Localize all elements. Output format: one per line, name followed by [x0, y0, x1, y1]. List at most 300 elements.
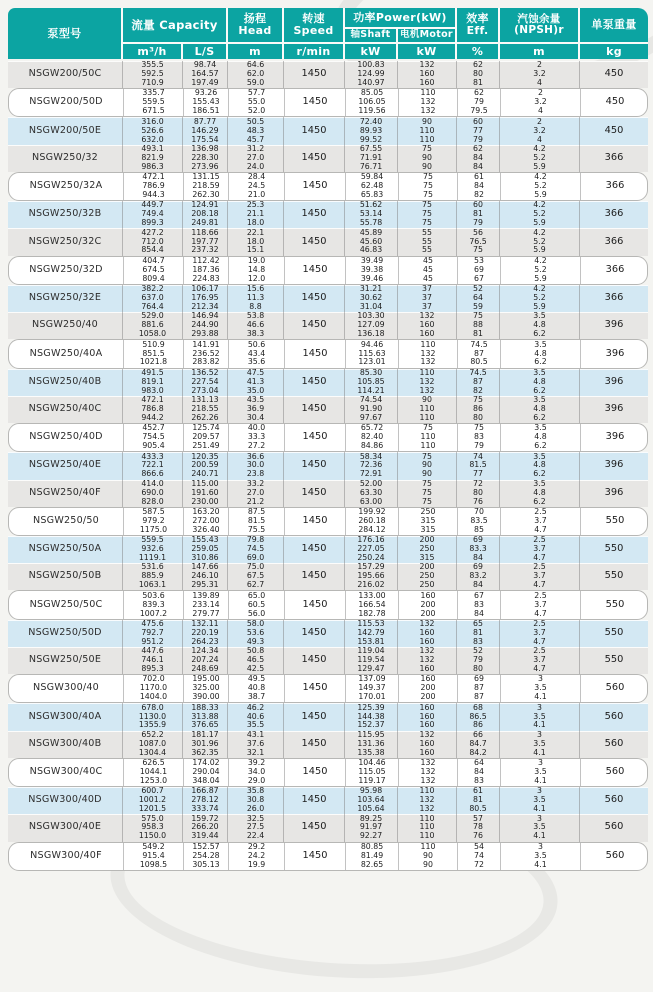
capacity-ls — [183, 369, 228, 396]
head-m-value: 21.1 — [246, 209, 265, 219]
efficiency-value: 79 — [474, 441, 484, 451]
capacity-m3h — [124, 843, 184, 870]
head-m — [229, 591, 285, 618]
capacity-ls-value: 249.81 — [191, 218, 219, 228]
efficiency-value: 75 — [473, 395, 483, 405]
power-shaft-value: 100.83 — [357, 61, 385, 70]
head-m-value: 60.5 — [247, 599, 266, 609]
power-shaft-value: 72.40 — [359, 117, 383, 126]
power-motor — [398, 228, 457, 255]
npsh — [500, 731, 580, 758]
npsh-value: 4.2 — [534, 172, 547, 182]
efficiency-value: 83.5 — [470, 515, 488, 525]
head-m — [229, 89, 285, 116]
power-motor — [398, 703, 457, 730]
capacity-m3h-value: 475.6 — [141, 619, 164, 628]
capacity-ls — [183, 563, 228, 590]
capacity-ls-value: 293.88 — [191, 329, 219, 339]
capacity-ls-value: 164.57 — [191, 69, 219, 79]
table-row — [8, 674, 648, 703]
power-motor-value: 75 — [422, 487, 432, 497]
efficiency-value: 77 — [473, 125, 483, 135]
capacity-m3h-value: 433.3 — [141, 452, 164, 461]
power-shaft-value: 39.46 — [360, 273, 384, 283]
efficiency-value: 83.3 — [469, 544, 487, 554]
efficiency-value: 52 — [473, 284, 483, 294]
power-motor-value: 55 — [422, 228, 432, 237]
npsh-value: 4.2 — [533, 284, 546, 294]
head-m — [229, 508, 285, 535]
power-motor-value: 37 — [422, 293, 432, 303]
power-shaft-value: 89.25 — [359, 814, 383, 823]
power-motor-value: 250 — [419, 544, 435, 554]
head-m-value: 43.5 — [246, 395, 265, 405]
efficiency-value: 79 — [474, 97, 484, 107]
power-shaft-value: 71.91 — [359, 152, 383, 162]
power-shaft-value: 115.05 — [358, 767, 386, 777]
power-shaft-value: 30.62 — [359, 293, 383, 303]
power-motor-value: 110 — [420, 842, 436, 851]
power-shaft — [345, 563, 398, 590]
npsh-value: 3.5 — [534, 767, 547, 777]
npsh-value: 4.8 — [533, 376, 546, 386]
capacity-ls-value: 273.04 — [191, 385, 219, 395]
head-m-value: 27.0 — [246, 487, 265, 497]
efficiency-value: 87 — [474, 692, 484, 702]
capacity-m3h — [123, 731, 183, 758]
weight-kg: 396 — [604, 459, 624, 471]
power-motor-value: 75 — [422, 452, 432, 461]
table-row — [8, 228, 648, 255]
head-m-value: 50.5 — [246, 117, 265, 126]
npsh-value: 2.5 — [533, 646, 546, 656]
power-shaft-value: 97.67 — [359, 412, 383, 422]
header-npsh-cn: 汽蚀余量 — [517, 12, 561, 25]
npsh — [500, 452, 580, 479]
npsh-value: 3 — [537, 814, 542, 823]
capacity-m3h-value: 885.9 — [141, 571, 164, 581]
head-m-value: 29.2 — [247, 842, 266, 851]
head-m-value: 30.4 — [246, 412, 265, 422]
capacity-ls-value: 273.96 — [191, 161, 219, 171]
efficiency — [457, 312, 500, 339]
power-motor-value: 132 — [420, 775, 436, 785]
capacity-ls-value: 200.59 — [191, 460, 219, 470]
capacity-m3h-value: 1063.1 — [138, 580, 167, 590]
weight-kg: 366 — [604, 292, 624, 304]
efficiency-value: 86.5 — [469, 711, 487, 721]
efficiency-value: 83 — [473, 636, 483, 646]
power-shaft-value: 67.55 — [359, 144, 383, 153]
power-shaft-value: 51.62 — [359, 201, 383, 210]
head-m-value: 62.0 — [246, 69, 265, 79]
efficiency-value: 81 — [473, 627, 483, 637]
head-m-value: 75.5 — [247, 524, 266, 534]
power-motor-value: 132 — [419, 312, 435, 321]
efficiency-value: 60 — [473, 201, 483, 210]
head-m — [228, 480, 284, 507]
power-shaft-value: 142.79 — [357, 627, 385, 637]
capacity-ls-value: 187.36 — [192, 264, 220, 274]
capacity-ls-value: 174.02 — [192, 758, 220, 768]
npsh-value: 4.1 — [533, 804, 546, 814]
capacity-m3h — [123, 117, 183, 144]
power-shaft-value: 106.05 — [358, 97, 386, 107]
power-motor-value: 110 — [419, 831, 435, 841]
power-motor-value: 200 — [420, 599, 436, 609]
head-m — [228, 369, 284, 396]
efficiency-value: 84.7 — [469, 738, 487, 748]
head-m-value: 67.5 — [246, 571, 265, 581]
power-motor — [399, 173, 458, 200]
pump-model: NSGW250/32B — [8, 201, 123, 228]
power-motor-value: 75 — [422, 496, 432, 506]
npsh — [500, 647, 580, 674]
pump-model: NSGW300/40E — [8, 814, 123, 841]
table-row — [8, 536, 648, 563]
power-shaft-value: 129.47 — [357, 663, 385, 673]
head-m — [228, 703, 284, 730]
power-motor — [399, 340, 458, 367]
capacity-ls-value: 155.43 — [192, 97, 220, 107]
power-motor — [398, 563, 457, 590]
efficiency — [457, 647, 500, 674]
power-motor-value: 132 — [419, 804, 435, 814]
capacity-m3h-value: 851.5 — [142, 348, 165, 358]
power-motor-value: 132 — [419, 385, 435, 395]
efficiency-value: 69 — [473, 563, 483, 572]
power-shaft-value: 31.04 — [359, 301, 383, 311]
capacity-m3h-value: 866.6 — [141, 469, 164, 479]
capacity-ls-value: 228.30 — [191, 152, 219, 162]
efficiency-value: 86 — [473, 403, 483, 413]
capacity-m3h-value: 447.6 — [141, 646, 164, 656]
power-shaft-value: 58.34 — [359, 452, 383, 461]
capacity-ls — [184, 89, 229, 116]
capacity-ls-value: 348.04 — [192, 775, 220, 785]
npsh-value: 4 — [538, 106, 543, 116]
weight-kg: 560 — [604, 821, 624, 833]
capacity-m3h-value: 678.0 — [141, 703, 164, 712]
head-m-value: 46.6 — [246, 320, 265, 330]
pump-model: NSGW250/50B — [8, 563, 123, 590]
power-motor-value: 132 — [419, 619, 435, 628]
efficiency-value: 74 — [473, 452, 483, 461]
speed-rpm: 1450 — [284, 647, 345, 674]
capacity-m3h-value: 895.3 — [141, 663, 164, 673]
head-m-value: 79.8 — [246, 535, 265, 545]
capacity-ls-value: 220.19 — [191, 627, 219, 637]
capacity-m3h-value: 1044.1 — [139, 767, 168, 777]
npsh-value: 3.5 — [534, 424, 547, 433]
pump-model: NSGW250/50 — [9, 508, 124, 535]
head-m — [229, 759, 285, 786]
power-shaft-value: 133.00 — [358, 591, 386, 600]
pump-model: NSGW250/40E — [8, 452, 123, 479]
capacity-ls-value: 98.74 — [193, 61, 217, 70]
table-row — [8, 787, 648, 814]
power-motor-value: 75 — [422, 218, 432, 228]
power-motor-value: 200 — [420, 608, 436, 618]
power-shaft-value: 199.92 — [358, 507, 386, 516]
capacity-ls-value: 181.17 — [191, 730, 219, 739]
head-m-value: 15.1 — [246, 245, 265, 255]
power-motor-value: 75 — [423, 424, 433, 433]
head-m-value: 21.2 — [246, 496, 265, 506]
capacity-m3h — [124, 173, 184, 200]
pump-model: NSGW300/40D — [8, 787, 123, 814]
head-m-value: 34.0 — [247, 767, 266, 777]
npsh-value: 2.5 — [534, 507, 547, 516]
table-row — [8, 563, 648, 590]
capacity-ls — [184, 424, 229, 451]
power-shaft-value: 115.95 — [357, 730, 385, 739]
capacity-m3h-value: 335.7 — [142, 89, 165, 98]
speed-rpm: 1450 — [284, 787, 345, 814]
head-m-value: 35.0 — [246, 385, 265, 395]
capacity-m3h-value: 905.4 — [142, 441, 165, 451]
head-m — [228, 285, 284, 312]
efficiency-value: 62 — [473, 61, 483, 70]
npsh — [500, 480, 580, 507]
npsh-value: 4.8 — [533, 487, 546, 497]
table-row — [8, 731, 648, 758]
efficiency-value: 52 — [473, 646, 483, 656]
power-motor-value: 132 — [420, 97, 436, 107]
efficiency-value: 76.5 — [469, 236, 487, 246]
pump-model: NSGW250/32D — [9, 257, 124, 284]
power-motor — [399, 89, 458, 116]
power-motor-value: 250 — [420, 507, 436, 516]
capacity-m3h-value: 1098.5 — [139, 859, 168, 869]
capacity-ls-value: 227.54 — [191, 376, 219, 386]
efficiency-value: 72 — [474, 859, 484, 869]
efficiency — [458, 340, 501, 367]
power-motor-value: 160 — [419, 663, 435, 673]
capacity-ls-value: 290.04 — [192, 767, 220, 777]
weight-kg: 396 — [604, 375, 624, 387]
power-motor — [399, 759, 458, 786]
power-shaft — [345, 480, 398, 507]
power-motor — [398, 814, 457, 841]
capacity-m3h — [124, 508, 184, 535]
power-motor-value: 110 — [419, 412, 435, 422]
efficiency-value: 82 — [473, 385, 483, 395]
efficiency-value: 84 — [474, 767, 484, 777]
capacity-m3h-value: 559.5 — [142, 97, 165, 107]
efficiency-value: 76 — [473, 831, 483, 841]
table-row — [8, 145, 648, 172]
capacity-m3h-value: 958.3 — [141, 822, 164, 832]
power-shaft-value: 140.97 — [357, 78, 385, 88]
capacity-ls-value: 197.77 — [191, 236, 219, 246]
power-shaft — [345, 536, 398, 563]
capacity-ls-value: 390.00 — [192, 692, 220, 702]
capacity-m3h-value: 559.5 — [141, 535, 164, 545]
pump-model: NSGW250/40C — [8, 396, 123, 423]
table-row — [8, 480, 648, 507]
header-speed-cn: 转速 — [302, 12, 325, 26]
weight-kg: 396 — [605, 431, 625, 443]
capacity-m3h-value: 674.5 — [142, 264, 165, 274]
npsh-value: 4.8 — [534, 348, 547, 358]
head-m — [229, 173, 285, 200]
power-motor-value: 90 — [422, 161, 432, 171]
power-shaft — [345, 787, 398, 814]
capacity-m3h-value: 786.9 — [142, 181, 165, 191]
npsh-value: 3.7 — [533, 571, 546, 581]
capacity-m3h-value: 491.5 — [141, 368, 164, 377]
capacity-ls-value: 254.28 — [192, 850, 220, 860]
head-m-value: 26.0 — [246, 804, 265, 814]
power-motor-value: 132 — [420, 758, 436, 768]
table-row — [8, 172, 648, 201]
capacity-m3h-value: 626.5 — [142, 758, 165, 768]
header-power-shaft: 轴Shaft — [345, 29, 398, 44]
head-m-value: 45.7 — [246, 134, 265, 144]
npsh-value: 3 — [537, 730, 542, 739]
capacity-ls-value: 124.34 — [191, 646, 219, 656]
capacity-ls — [183, 480, 228, 507]
npsh-value: 3.5 — [534, 340, 547, 349]
capacity-m3h — [124, 759, 184, 786]
npsh-value: 3.7 — [533, 627, 546, 637]
power-shaft-value: 124.99 — [357, 69, 385, 79]
head-m-value: 74.5 — [246, 544, 265, 554]
head-m-value: 35.5 — [246, 720, 265, 730]
efficiency — [458, 508, 501, 535]
head-m-value: 22.4 — [246, 831, 265, 841]
table-header — [8, 8, 648, 59]
head-m-value: 31.2 — [246, 144, 265, 153]
weight-kg: 450 — [604, 124, 624, 136]
capacity-m3h-value: 1355.9 — [138, 720, 167, 730]
pump-model: NSGW300/40 — [9, 675, 124, 702]
capacity-m3h-value: 587.5 — [142, 507, 165, 516]
capacity-m3h-value: 828.0 — [141, 496, 164, 506]
weight-kg: 560 — [605, 849, 625, 861]
capacity-m3h — [123, 369, 183, 396]
npsh-value: 4 — [537, 134, 542, 144]
head-m-value: 21.0 — [247, 190, 266, 199]
head-m-value: 18.0 — [246, 218, 265, 228]
weight-kg: 550 — [604, 543, 624, 555]
npsh-value: 3 — [538, 842, 543, 851]
pump-model: NSGW300/40B — [8, 731, 123, 758]
efficiency — [457, 480, 500, 507]
capacity-ls — [183, 536, 228, 563]
power-shaft-value: 119.17 — [358, 775, 386, 785]
npsh-value: 4.1 — [534, 692, 547, 702]
efficiency — [458, 257, 501, 284]
npsh-value: 5.9 — [533, 161, 546, 171]
head-m-value: 65.0 — [247, 591, 266, 600]
power-motor — [399, 591, 458, 618]
power-motor-value: 315 — [420, 524, 436, 534]
power-motor-value: 160 — [420, 675, 436, 684]
efficiency — [458, 591, 501, 618]
power-shaft-value: 103.64 — [357, 795, 385, 805]
power-motor — [398, 61, 457, 88]
power-shaft-value: 62.48 — [360, 181, 384, 191]
weight-kg: 560 — [604, 710, 624, 722]
efficiency-value: 61 — [474, 172, 484, 182]
head-m-value: 24.5 — [247, 181, 266, 191]
speed-rpm: 1450 — [284, 117, 345, 144]
efficiency-value: 53 — [474, 256, 484, 265]
efficiency-value: 88 — [473, 320, 483, 330]
power-shaft-value: 55.78 — [359, 218, 383, 228]
capacity-m3h-value: 1170.0 — [139, 683, 168, 693]
speed-rpm: 1450 — [284, 703, 345, 730]
efficiency-value: 81.5 — [469, 460, 487, 470]
npsh-value: 5.2 — [533, 293, 546, 303]
power-motor-value: 132 — [420, 357, 436, 367]
power-motor-value: 160 — [419, 711, 435, 721]
efficiency-value: 66 — [473, 730, 483, 739]
power-shaft-value: 84.86 — [360, 441, 384, 451]
head-m-value: 24.0 — [246, 161, 265, 171]
power-motor-value: 75 — [422, 479, 432, 488]
power-shaft-value: 95.98 — [359, 787, 383, 796]
weight-kg: 560 — [604, 737, 624, 749]
power-shaft-value: 65.72 — [360, 424, 384, 433]
efficiency-value: 80 — [473, 69, 483, 79]
capacity-m3h-value: 764.4 — [141, 301, 164, 311]
npsh-value: 4.1 — [533, 747, 546, 757]
pump-model: NSGW300/40A — [8, 703, 123, 730]
table-row — [8, 590, 648, 619]
npsh-value: 4.2 — [533, 228, 546, 237]
power-shaft — [346, 759, 399, 786]
capacity-ls — [183, 787, 228, 814]
power-motor-value: 45 — [423, 256, 433, 265]
npsh-value: 6.2 — [533, 412, 546, 422]
efficiency-value: 61 — [473, 787, 483, 796]
efficiency-value: 80 — [473, 663, 483, 673]
power-motor-value: 110 — [420, 432, 436, 442]
npsh — [500, 563, 580, 590]
weight-kg: 366 — [604, 235, 624, 247]
head-m-value: 19.0 — [247, 256, 266, 265]
weight-kg: 560 — [605, 766, 625, 778]
power-shaft — [345, 117, 398, 144]
npsh — [500, 201, 580, 228]
capacity-ls-value: 112.42 — [192, 256, 220, 265]
power-shaft-value: 89.93 — [359, 125, 383, 135]
npsh-value: 2.5 — [533, 535, 546, 545]
npsh — [500, 145, 580, 172]
capacity-ls-value: 125.74 — [192, 424, 220, 433]
power-motor-value: 132 — [419, 795, 435, 805]
capacity-m3h — [123, 396, 183, 423]
capacity-ls-value: 218.59 — [192, 181, 220, 191]
power-shaft-value: 72.91 — [359, 469, 383, 479]
capacity-ls-value: 236.52 — [192, 348, 220, 358]
efficiency-value: 69 — [474, 675, 484, 684]
head-m — [228, 814, 284, 841]
power-motor-value: 90 — [422, 395, 432, 405]
power-shaft-value: 85.30 — [359, 368, 383, 377]
efficiency-value: 60 — [473, 117, 483, 126]
weight-kg: 550 — [604, 654, 624, 666]
efficiency-value: 76 — [473, 496, 483, 506]
npsh-value: 3.2 — [534, 97, 547, 107]
npsh — [500, 228, 580, 255]
power-shaft-value: 99.52 — [359, 134, 383, 144]
power-motor-value: 160 — [419, 747, 435, 757]
capacity-ls-value: 237.32 — [191, 245, 219, 255]
